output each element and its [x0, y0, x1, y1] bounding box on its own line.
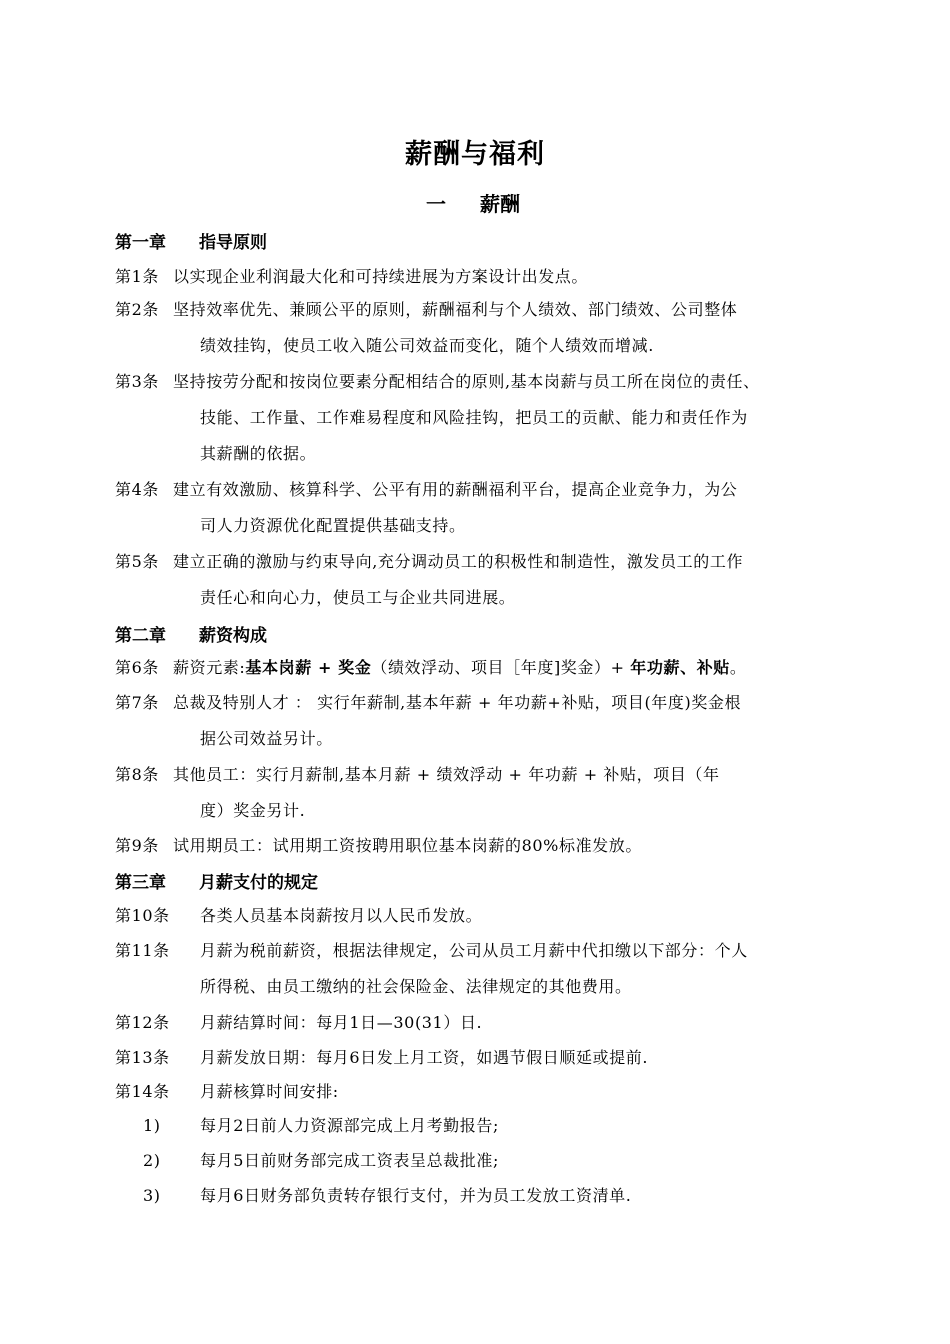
document-title: 薪酬与福利: [405, 139, 545, 170]
chapter-heading: [115, 621, 267, 646]
chapter-number: 第三章: [115, 873, 166, 893]
article-12: [115, 1010, 482, 1033]
article-text: 建立有效激励、核算科学、公平有用的薪酬福利平台，提高企业竞争力，为公: [173, 480, 738, 499]
article-text-middle: （绩效浮动、项目［年度]奖金）+: [371, 658, 631, 677]
article-text: 其他员工：实行月薪制,基本月薪 + 绩效浮动 + 年功薪 + 补贴，项目（年: [173, 765, 720, 784]
article-3-continuation: 技能、工作量、工作难易程度和风险挂钩，把员工的贡献、能力和责任作为: [200, 408, 748, 427]
schedule-label: 3): [143, 1186, 161, 1205]
article-text: 建立正确的激励与约束导向,充分调动员工的积极性和制造性，激发员工的工作: [173, 552, 744, 571]
article-8-continuation: 度）奖金另计.: [200, 801, 306, 820]
article-5-continuation: 责任心和向心力，使员工与企业共同进展。: [200, 588, 516, 607]
article-1: [115, 264, 588, 287]
article-text: 各类人员基本岗薪按月以人民币发放。: [200, 906, 483, 925]
article-label: 第9条: [115, 836, 159, 855]
article-2-continuation: 绩效挂钩，使员工收入随公司效益而变化，随个人绩效而增减.: [200, 336, 654, 355]
article-text: 坚持效率优先、兼顾公平的原则，薪酬福利与个人绩效、部门绩效、公司整体: [173, 300, 738, 319]
section-name: 薪酬: [480, 192, 520, 216]
chapter-name: 指导原则: [199, 233, 267, 253]
article-text: 坚持按劳分配和按岗位要素分配相结合的原则,基本岗薪与员工所在岗位的责任、: [173, 372, 760, 391]
schedule-text: 每月5日前财务部完成工资表呈总裁批准;: [200, 1151, 499, 1170]
chapter-number: 第一章: [115, 233, 166, 253]
article-3-continuation: 其薪酬的依据。: [200, 444, 317, 463]
article-text: 总裁及特别人才 ： 实行年薪制,基本年薪 + 年功薪+补贴，项目(年度)奖金根: [173, 693, 742, 712]
article-label: 第6条: [115, 658, 159, 677]
article-text-bold: 基本岗薪 + 奖金: [245, 658, 372, 677]
article-6: [115, 655, 747, 678]
article-5: [115, 549, 743, 572]
article-3: [115, 369, 760, 392]
schedule-text: 每月2日前人力资源部完成上月考勤报告;: [200, 1116, 499, 1135]
schedule-label: 2): [143, 1151, 161, 1170]
article-label: 第11条: [115, 941, 170, 960]
article-label: 第14条: [115, 1082, 170, 1101]
article-text: 月薪核算时间安排:: [200, 1082, 339, 1101]
article-10: [115, 903, 482, 926]
article-7: [115, 690, 741, 713]
schedule-label: 1): [143, 1116, 161, 1135]
schedule-item: [143, 1113, 499, 1136]
article-7-continuation: 据公司效益另计。: [200, 729, 333, 748]
chapter-number: 第二章: [115, 626, 166, 646]
chapter-heading: [115, 868, 318, 893]
chapter-name: 薪资构成: [199, 626, 267, 646]
schedule-item: [143, 1183, 631, 1206]
article-13: [115, 1045, 648, 1068]
section-number: 一: [426, 192, 446, 216]
article-text-bold: 年功薪、补贴: [630, 658, 730, 677]
chapter-name: 月薪支付的规定: [199, 873, 318, 893]
article-label: 第8条: [115, 765, 159, 784]
article-11: [115, 938, 748, 961]
article-text: 月薪为税前薪资，根据法律规定，公司从员工月薪中代扣缴以下部分：个人: [200, 941, 748, 960]
article-9: [115, 833, 642, 856]
article-label: 第13条: [115, 1048, 170, 1067]
section-heading: [426, 188, 520, 217]
article-11-continuation: 所得税、由员工缴纳的社会保险金、法律规定的其他费用。: [200, 977, 632, 996]
article-label: 第5条: [115, 552, 159, 571]
article-text: 以实现企业利润最大化和可持续进展为方案设计出发点。: [173, 267, 589, 286]
article-label: 第7条: [115, 693, 159, 712]
chapter-heading: [115, 228, 267, 253]
article-label: 第10条: [115, 906, 170, 925]
article-2: [115, 297, 737, 320]
article-4-continuation: 司人力资源优化配置提供基础支持。: [200, 516, 466, 535]
article-label: 第12条: [115, 1013, 170, 1032]
schedule-text: 每月6日财务部负责转存银行支付，并为员工发放工资清单.: [200, 1186, 632, 1205]
article-text: 月薪发放日期：每月6日发上月工资，如遇节假日顺延或提前.: [200, 1048, 649, 1067]
article-14: [115, 1079, 339, 1102]
article-text: 试用期员工：试用期工资按聘用职位基本岗薪的80%标准发放。: [173, 836, 642, 855]
article-4: [115, 477, 737, 500]
article-label: 第4条: [115, 480, 159, 499]
article-label: 第2条: [115, 300, 159, 319]
schedule-item: [143, 1148, 499, 1171]
article-label: 第1条: [115, 267, 159, 286]
article-label: 第3条: [115, 372, 159, 391]
article-text-suffix: 。: [729, 658, 747, 677]
article-8: [115, 762, 720, 785]
article-text: 月薪结算时间：每月1日—30(31）日.: [200, 1013, 483, 1032]
article-text-prefix: 薪资元素:: [173, 658, 246, 677]
